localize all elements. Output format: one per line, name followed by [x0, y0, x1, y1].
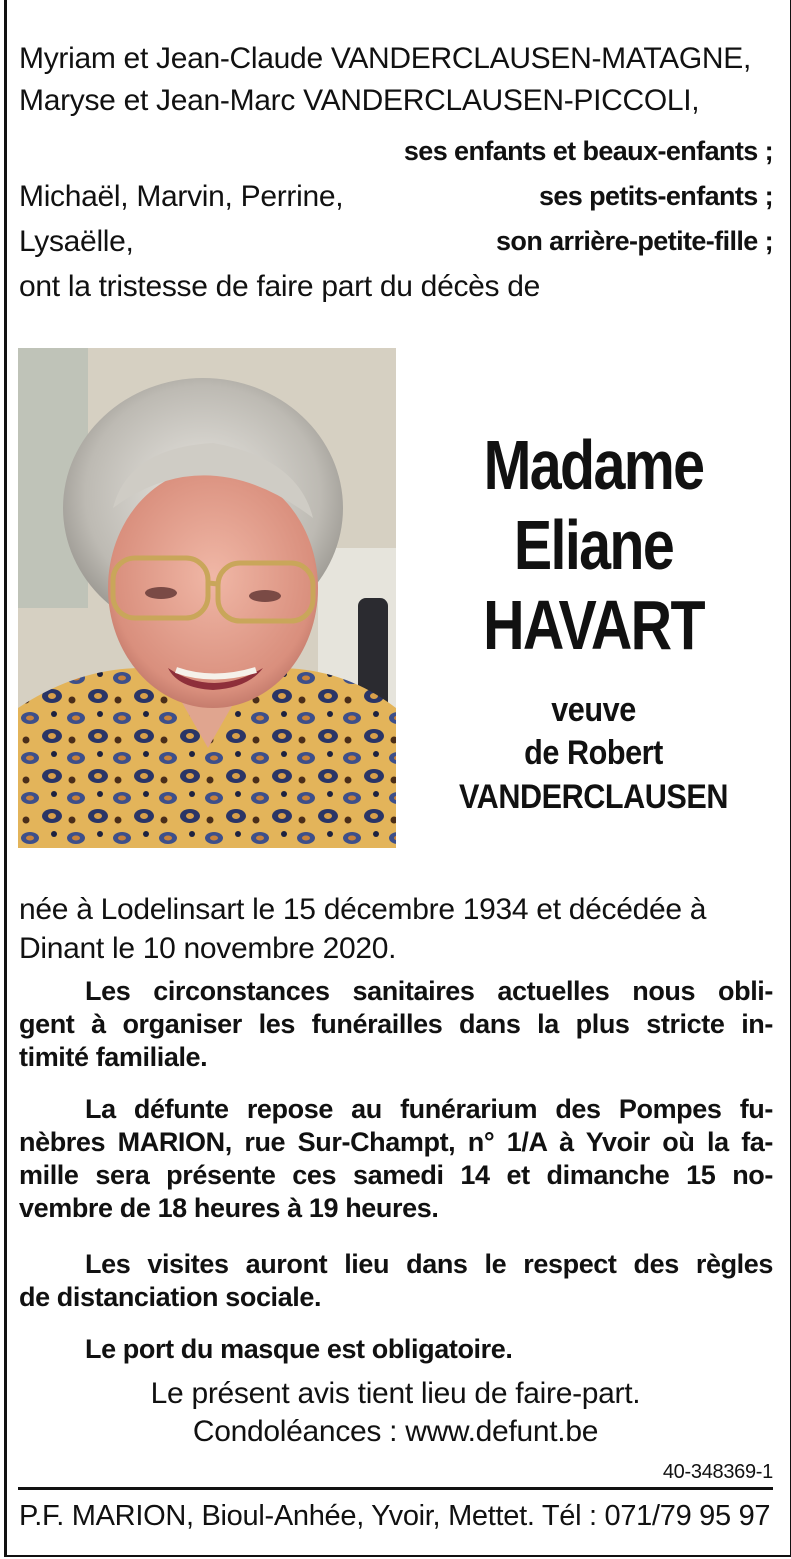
paragraph-sanitary [19, 975, 773, 1074]
grandchildren-names: Michaël, Marvin, Perrine, [19, 180, 344, 213]
widow-line-1: veuve [551, 691, 636, 729]
paragraph-line: de distanciation sociale. [19, 1282, 322, 1312]
great-grandchild-name: Lysaëlle, [19, 225, 134, 258]
portrait-photo [18, 348, 396, 848]
relation-children: ses enfants et beaux-enfants ; [403, 136, 773, 166]
paragraph-mask: Le port du masque est obligatoire. [85, 1334, 513, 1364]
condolences-line: Condoléances : www.defunt.be [192, 1415, 599, 1448]
deceased-last-name: HAVART [483, 586, 704, 664]
closing-notice: Le présent avis tient lieu de faire-part. [150, 1377, 641, 1410]
funeral-home-footer: P.F. MARION, Bioul-Anhée, Yvoir, Mettet. Tél : 071/79 95 97 [19, 1500, 771, 1532]
footer-divider [18, 1487, 773, 1490]
paragraph-line: nèbres MARION, rue Sur-Champt, n° 1/A à Yvoir où la fa- [19, 1127, 773, 1157]
birth-death-line-1: née à Lodelinsart le 15 décembre 1934 et décédée à [19, 893, 707, 926]
widow-line-2: de Robert [524, 734, 663, 772]
paragraph-visits [19, 1248, 773, 1314]
deceased-first-name: Eliane [513, 506, 674, 584]
relation-great-grandchild: son arrière-petite-fille ; [496, 226, 773, 256]
birth-death-line-2: Dinant le 10 novembre 2020. [19, 932, 397, 965]
announcement-text: ont la tristesse de faire part du décès de [19, 270, 541, 303]
portrait-photo-icon [18, 348, 396, 848]
paragraph-line: vembre de 18 heures à 19 heures. [19, 1193, 439, 1223]
paragraph-line: Les circonstances sanitaires actuelles nous obli- [85, 976, 773, 1006]
paragraph-line: La défunte repose au funérarium des Pompes fu- [85, 1094, 773, 1124]
paragraph-line: Les visites auront lieu dans le respect des règles [85, 1249, 773, 1279]
widow-line-3: VANDERCLAUSEN [458, 778, 728, 816]
family-line-2: Maryse et Jean-Marc VANDERCLAUSEN-PICCOLI, [19, 84, 700, 117]
paragraph-funerarium [19, 1093, 773, 1225]
paragraph-line: timité familiale. [19, 1042, 208, 1072]
deceased-title: Madame [483, 426, 704, 504]
paragraph-line: mille sera présente ces samedi 14 et dimanche 15 no- [19, 1160, 773, 1190]
reference-number: 40-348369-1 [662, 1461, 773, 1483]
paragraph-line: gent à organiser les funérailles dans la plus stricte in- [19, 1009, 773, 1039]
relation-grandchildren: ses petits-enfants ; [538, 181, 773, 211]
family-line-1: Myriam et Jean-Claude VANDERCLAUSEN-MATAGNE, [19, 42, 751, 75]
